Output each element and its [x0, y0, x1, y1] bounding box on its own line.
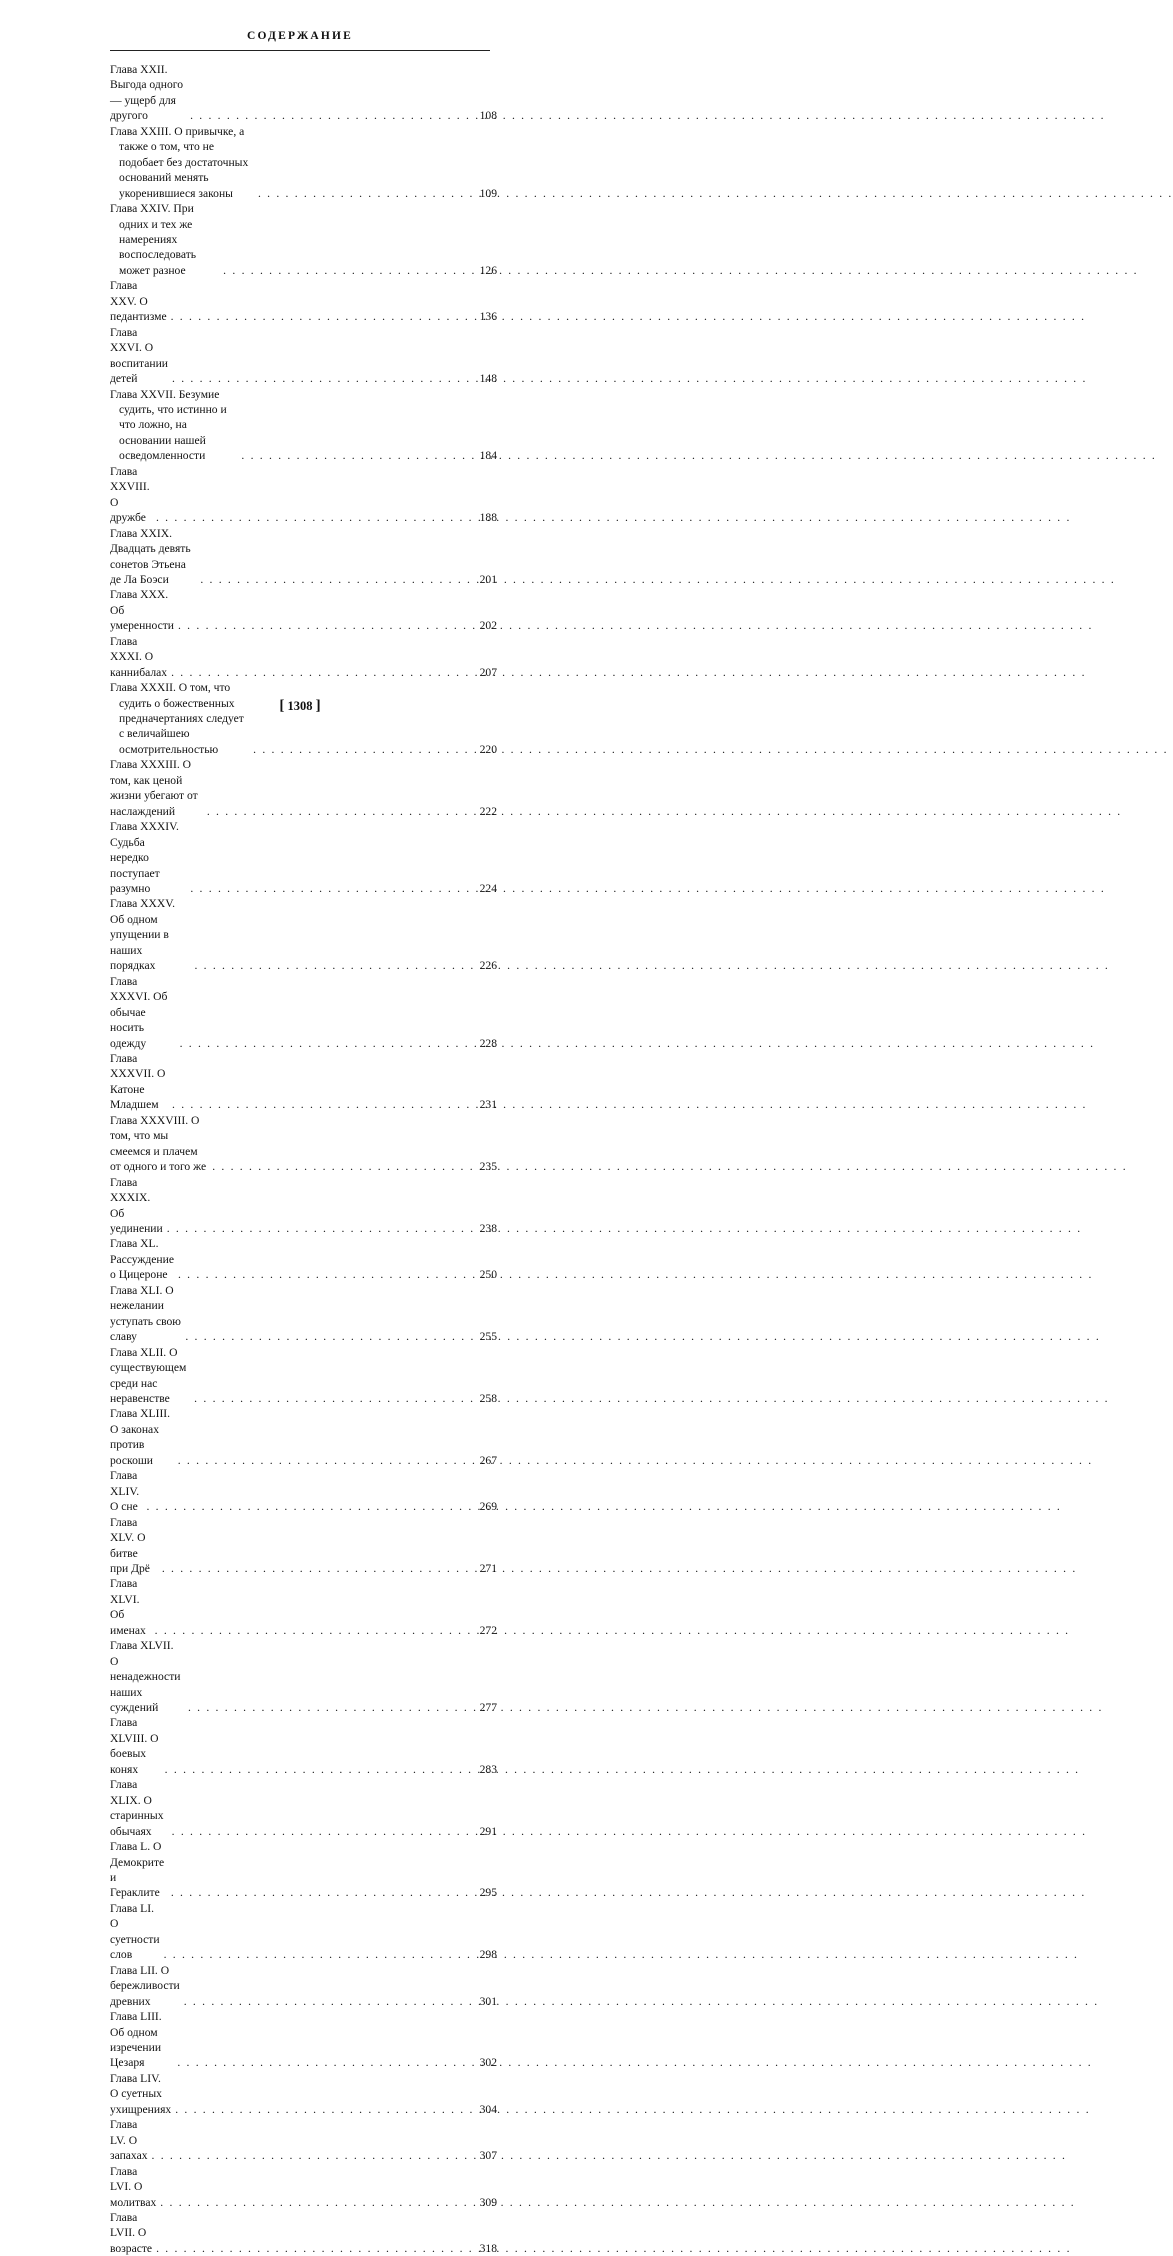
toc-entry-title: Глава XXXV. Об одном упущении в наших порядках — [110, 897, 176, 973]
toc-entry-title: Глава XL. Рассуждение о Цицероне — [110, 1237, 174, 1282]
toc-entry[interactable] — [110, 1406, 497, 1468]
toc-entry[interactable] — [110, 1963, 497, 2009]
toc-entry-page: 220 — [479, 742, 497, 756]
dot-leader — [219, 263, 479, 278]
toc-entry-page: 231 — [479, 1098, 497, 1112]
toc-entry[interactable] — [110, 124, 497, 201]
toc-entry-title: Глава XLI. О нежелании уступать свою славу — [110, 1283, 181, 1344]
toc-entry-title: Глава LIV. О суетных ухищрениях — [110, 2071, 172, 2116]
toc-entry-title: Глава XXVII. Безумие судить, что истинно и что ложно, на основании нашей осведомленности — [110, 387, 227, 463]
dot-leader — [151, 1623, 480, 1638]
toc-entry[interactable] — [110, 1777, 497, 1839]
table-of-contents — [110, 62, 497, 2256]
toc-entry-page: 272 — [479, 1623, 497, 1637]
toc-entry[interactable] — [110, 1638, 497, 1715]
toc-entry-page: 304 — [479, 2102, 497, 2116]
dot-leader — [190, 958, 479, 973]
toc-entry-title: Глава XXXI. О каннибалах — [110, 634, 168, 679]
toc-entry-title: Глава XXXVIII. О том, что мы смеемся и плачем от одного и того же — [110, 1113, 207, 1174]
toc-entry[interactable] — [110, 1113, 497, 1175]
toc-entry-page: 202 — [479, 619, 497, 633]
toc-entry-page: 207 — [479, 665, 497, 679]
toc-entry-title: Глава XLIV. О сне — [110, 1469, 140, 1514]
toc-entry-title: Глава XLVII. О ненадежности наших суждений — [110, 1639, 181, 1715]
toc-entry-page: 291 — [479, 1824, 497, 1838]
toc-entry-page: 302 — [479, 2056, 497, 2070]
toc-entry[interactable] — [110, 201, 497, 278]
toc-entry[interactable] — [110, 1345, 497, 1407]
toc-entry[interactable] — [110, 587, 497, 633]
toc-entry-page: 258 — [479, 1391, 497, 1405]
toc-entry-page: 109 — [479, 186, 497, 200]
dot-leader — [181, 1329, 479, 1344]
toc-entry-title: Глава XLV. О битве при Дрё — [110, 1515, 150, 1575]
dot-leader — [184, 1700, 480, 1715]
toc-entry-page: 277 — [479, 1701, 497, 1715]
dot-leader — [174, 1267, 480, 1282]
toc-entry-page: 255 — [479, 1330, 497, 1344]
dot-leader — [190, 1391, 479, 1406]
toc-entry[interactable] — [110, 634, 497, 680]
toc-entry-title: Глава XXXIV. Судьба нередко поступает разумно — [110, 820, 179, 896]
toc-entry-title: Глава LIII. Об одном изречении Цезаря — [110, 2010, 162, 2070]
toc-entry-title: Глава XXV. О педантизме — [110, 279, 167, 324]
page-number — [0, 698, 600, 715]
toc-entry-page: 148 — [479, 372, 497, 386]
toc-entry-title: Глава XXX. Об умеренности — [110, 588, 174, 633]
toc-entry[interactable] — [110, 1175, 497, 1237]
toc-entry[interactable] — [110, 757, 497, 819]
dot-leader — [186, 881, 479, 896]
toc-entry-title: Глава XXXVI. Об обычае носить одежду — [110, 974, 168, 1050]
toc-entry-page: 301 — [479, 1994, 497, 2008]
toc-entry-title: Глава LVII. О возрасте — [110, 2210, 153, 2255]
dot-leader — [152, 510, 480, 525]
dot-leader — [161, 1762, 480, 1777]
toc-entry[interactable] — [110, 325, 497, 387]
header-divider — [110, 50, 490, 51]
dot-leader — [254, 186, 480, 201]
toc-entry-page: 224 — [479, 882, 497, 896]
toc-entry-title: Глава LI. О суетности слов — [110, 1901, 160, 1962]
page-number-value: 1308 — [287, 699, 313, 713]
toc-entry-title: Глава XXIII. О привычке, а также о том, что не подобает без достаточных оснований менять укоренившиеся законы — [110, 124, 249, 200]
toc-entry[interactable] — [110, 1283, 497, 1345]
dot-leader — [237, 448, 479, 463]
toc-entry-title: Глава XXVIII. О дружбе — [110, 464, 150, 525]
dot-leader — [173, 2055, 479, 2070]
dot-leader — [167, 1885, 480, 1900]
toc-entry-title: Глава XXXII. О том, что судить о божественных предначертаниях следует с величайшею осмотрительностью — [110, 681, 244, 756]
toc-entry-page: 238 — [479, 1221, 497, 1235]
toc-entry-page: 267 — [479, 1453, 497, 1467]
dot-leader — [158, 1561, 480, 1576]
dot-leader — [168, 1824, 480, 1839]
toc-entry-page: 307 — [479, 2149, 497, 2163]
dot-leader — [168, 371, 480, 386]
toc-entry-title: Глава XLII. О существующем среди нас неравенстве — [110, 1345, 187, 1405]
toc-entry-page: 235 — [479, 1160, 497, 1174]
toc-entry[interactable] — [110, 680, 497, 757]
dot-leader — [148, 2148, 480, 2163]
toc-entry[interactable] — [110, 896, 497, 973]
toc-entry-title: Глава L. О Демокрите и Гераклите — [110, 1840, 165, 1900]
toc-entry[interactable] — [110, 2071, 497, 2117]
toc-entry-title: Глава LII. О бережливости древних — [110, 1963, 180, 2008]
toc-entry-title: Глава XXIX. Двадцать девять сонетов Этьена де Ла Боэси — [110, 526, 191, 586]
toc-entry-page: 188 — [479, 511, 497, 525]
toc-entry[interactable] — [110, 1839, 497, 1901]
toc-entry[interactable] — [110, 1576, 497, 1638]
toc-entry[interactable] — [110, 1468, 497, 1514]
dot-leader — [142, 1499, 479, 1514]
toc-entry-title: Глава XLIII. О законах против роскоши — [110, 1407, 171, 1467]
toc-entry[interactable] — [110, 62, 497, 124]
dot-leader — [168, 1097, 480, 1112]
toc-entry[interactable] — [110, 2009, 497, 2071]
dot-leader — [174, 618, 480, 633]
toc-entry[interactable] — [110, 1901, 497, 1963]
toc-entry-title: Глава XLIX. О старинных обычаях — [110, 1778, 164, 1838]
toc-entry-title: Глава LVI. О молитвах — [110, 2164, 157, 2209]
dot-leader — [160, 1947, 480, 1962]
toc-entry[interactable] — [110, 2210, 497, 2256]
dot-leader — [203, 804, 480, 819]
toc-entry-title: Глава XXXIX. Об уединении — [110, 1175, 163, 1235]
toc-entry-title: Глава XXIV. При одних и тех же намерениях воспоследовать может разное — [110, 202, 197, 277]
toc-entry-page: 226 — [479, 959, 497, 973]
toc-entry-page: 228 — [479, 1036, 497, 1050]
toc-entry-title: Глава LV. О запахах — [110, 2118, 148, 2163]
toc-entry[interactable] — [110, 1236, 497, 1282]
page-title: СОДЕРЖАНИЕ — [246, 30, 354, 42]
dot-leader — [249, 742, 479, 757]
toc-entry[interactable] — [110, 1515, 497, 1577]
toc-entry-page: 283 — [479, 1762, 497, 1776]
dot-leader — [167, 309, 480, 324]
toc-entry-page: 295 — [479, 1886, 497, 1900]
toc-entry-page: 271 — [479, 1561, 497, 1575]
toc-entry-page: 318 — [479, 2241, 497, 2255]
dot-leader — [163, 1221, 480, 1236]
dot-leader — [176, 1036, 480, 1051]
dot-leader — [174, 1453, 480, 1468]
dot-leader — [186, 108, 480, 123]
toc-entry[interactable] — [110, 2117, 497, 2163]
toc-entry[interactable] — [110, 819, 497, 896]
toc-entry-page: 222 — [479, 804, 497, 818]
toc-entry-page: 309 — [479, 2195, 497, 2209]
left-bracket: [ — [279, 698, 285, 714]
right-bracket: ] — [315, 698, 321, 714]
toc-entry-page: 126 — [479, 263, 497, 277]
toc-entry-page: 298 — [479, 1948, 497, 1962]
toc-entry-page: 136 — [479, 310, 497, 324]
dot-leader — [152, 2241, 480, 2256]
toc-entry-title: Глава XLVIII. О боевых конях — [110, 1716, 159, 1776]
toc-entry-page: 184 — [479, 449, 497, 463]
toc-entry[interactable] — [110, 526, 497, 588]
toc-entry[interactable] — [110, 1715, 497, 1777]
toc-entry-page: 201 — [479, 572, 497, 586]
toc-entry-title: Глава XXII. Выгода одного — ущерб для другого — [110, 63, 184, 123]
dot-leader — [180, 1994, 480, 2009]
toc-entry-title: Глава XXXIII. О том, как ценой жизни убегают от наслаждений — [110, 758, 198, 818]
dot-leader — [196, 572, 479, 587]
toc-entry-title: Глава XXXVII. О Катоне Младшем — [110, 1052, 166, 1112]
toc-entry-page: 269 — [479, 1500, 497, 1514]
dot-leader — [167, 665, 480, 680]
toc-entry[interactable] — [110, 464, 497, 526]
toc-entry[interactable] — [110, 2164, 497, 2210]
toc-entry[interactable] — [110, 387, 497, 464]
toc-entry-title: Глава XLVI. Об именах — [110, 1577, 146, 1637]
dot-leader — [208, 1159, 479, 1174]
dot-leader — [171, 2102, 479, 2117]
toc-entry[interactable] — [110, 1051, 497, 1113]
toc-entry-page: 108 — [479, 109, 497, 123]
dot-leader — [156, 2195, 479, 2210]
toc-entry[interactable] — [110, 278, 497, 324]
toc-entry-title: Глава XXVI. О воспитании детей — [110, 325, 169, 386]
toc-entry-page: 250 — [479, 1268, 497, 1282]
toc-entry[interactable] — [110, 974, 497, 1051]
